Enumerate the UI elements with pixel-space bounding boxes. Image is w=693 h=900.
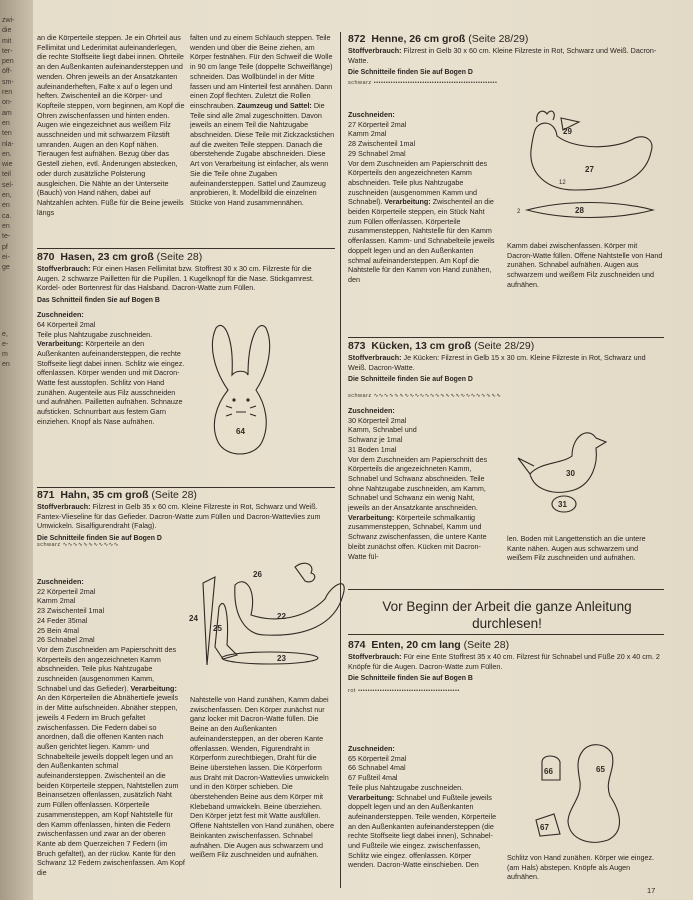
pattern-871: Die Schnitteile finden Sie auf Bogen D [37, 535, 162, 543]
title-874: 874 Enten, 20 cm lang (Seite 28) [348, 639, 510, 651]
svg-text:66: 66 [544, 767, 553, 776]
color-key-871: schwarz ∿∿∿∿∿∿∿∿∿∿∿ [37, 542, 119, 549]
spine-text-top: zwi- die mit ter- pen öff- sm- ren on- am en ten nla- en. wie teil sel- en, en ca. en te- pf ei- ge [2, 17, 15, 272]
svg-text:28: 28 [575, 206, 584, 215]
svg-text:27: 27 [585, 165, 594, 174]
material-872: Stoffverbrauch: Filzrest in Gelb 30 x 60 cm. Kleine Filzreste in Rot, Schwarz und Weiß. Dacron-Watte. [348, 46, 657, 65]
title-870: 870 Hasen, 23 cm groß (Seite 28) [37, 251, 203, 263]
column-middle-top [190, 33, 335, 263]
figure-chick [510, 418, 630, 518]
rooster-base [222, 652, 318, 664]
material-871: Stoffverbrauch: Filzrest in Gelb 35 x 60 cm. Kleine Filzreste in Rot, Schwarz und Weiß. Fantex-Vlieseline für das Gefieder. Dacron-Watte zum Füllen und Dacron-Wattevlies zum Umwickeln. Sisalfigurendraht (Falag). [37, 502, 321, 531]
section-870 [37, 251, 335, 486]
color-key-873: schwarz ∿∿∿∿∿∿∿∿∿∿∿∿∿∿∿∿∿∿∿∿∿∿∿∿∿ [348, 393, 502, 399]
instructions-871-cont: Nahtstelle von Hand zunähen, Kamm dabei zwischenfassen. Den Körper zunächst nur ganz locker mit Dacron-Watte füllen. Die Beine an den Außenkanten aufeinandersteppen, an der oberen Kante offenlassen. Wenden, Figurendraht in Körperform zurechtbiegen, Draht für die Beine überstehen lassen. Die Körperform aus Draht mit Dacron-Wattevlies umwickeln und in den Körper schieben. Die überstehenden Beine aus dem Körper mit Klebeband umwickeln. Beine überziehen. Den Körper jetzt fest mit Watte ausfüllen. Offene Nahtstellen von Hand zunähen, obere Beinkanten zwischenfassen. Schnabel aufnähen. Die Augen aus schwarzem und weißem Filz zuschneiden und aufnähen. [190, 695, 335, 860]
rabbit-label: 64 [236, 427, 245, 436]
figure-hen [505, 100, 665, 230]
continuation-text-2: falten und zu einem Schlauch steppen. Teile wenden und über die Beine ziehen, am Körper festnähen. Für den Schweif die Wolle in 90 cm lange Teile (doppelte Schweiflänge) schneiden. Das Wollbündel in der Mitte fassen und am Hinterteil fest annähen. Dann einen Zopf flechten. Zuletzt die Rollen einschrauben. [190, 33, 333, 110]
pattern-870: Das Schnitteil finden Sie auf Bogen B [37, 297, 160, 305]
divider-871 [37, 487, 335, 488]
hen-strip [527, 203, 653, 218]
instructions-874: Zuschneiden: 65 Körperteil 2mal 66 Schnabel 4mal 67 Fußteil 4mal Teile plus Nahtzugabe zuschneiden. Verarbeitung: Schnabel und Fußteile jeweils doppelt legen und an den Außenkanten aufeinandersteppen. Teile wenden, Körperteile an den Außenkanten aufeinandersteppen (die rechte Stoffseite liegt dabei innen), Schnabel- und Fußteile wie eingez. zwischenfassen, Schlitz wie eingez. offenlassen. Körper wenden. Dacron-Watte einschieben. Den [348, 744, 497, 870]
material-870: Stoffverbrauch: Für einen Hasen Fellimitat bzw. Stoffrest 30 x 30 cm. Filzreste für die Augen. 2 schwarze Pailletten für die Pupillen. 1 Kugelknopf für die Nase. Stickgarnrest. Kordel- oder Bortenrest für das Halsband. Dacron-Watte zum Füllen. [37, 264, 314, 293]
instructions-872: Zuschneiden: 27 Körperteil 2mal Kamm 2mal 28 Zwischenteil 1mal 29 Schnabel 2mal Vor dem Zuschneiden am Papierschnitt des Körperteils den angezeichneten Kamm abschneiden. Teile plus Nahtzugabe zuschneiden (ausgenommen Kamm und Schnabel). Verarbeitung: Zwischenteil an die beiden Körperteile steppen, ein Stück Naht zum Füllen offenlassen. Körperteile zusammensteppen, Nahtstelle für den Kamm offenlassen. Kamm- und Schnabelteile jeweils doppelt legen und an den Außenkanten schmal aufeinandersteppen. Am Kopf die Nahtstelle für den Kamm von Hand zunähen, den [348, 110, 495, 284]
rabbit-eye-right [246, 398, 249, 401]
instructions-873: Zuschneiden: 30 Körperteil 2mal Kamm, Schnabel und Schwanz je 1mal 31 Boden 1mal Vor dem Zuschneiden am Papierschnitt des Körperteils die angezeichneten Kamm, Schnabel und Schwanz abschneiden. Teile ohne Nahtzugabe zuschneiden, am Kamm, Schnabel und Schwanz ein wenig Naht, jeweils an der Ansatzkante anschneiden. Verarbeitung: Körperteile schmalkantig zusammensteppen, Schnabel, Kamm und Schwanz zwischenfassen, die untere Kante bleibt zunächst offen. Kücken mit Dacron-Watte fül- [348, 406, 488, 561]
divider-notice-top [348, 589, 664, 590]
color-key-872: schwarz ••••••••••••••••••••••••••••••••••••••••••••••••••• [348, 80, 498, 87]
continuation-text: an die Körperteile steppen. Je ein Ohrteil aus Fellimitat und Lederimitat aufeinanderlegen, die rechte Stoffseite liegt dabei innen. Ohrteile an den Außenkanten aufeinandersteppen und wenden. Ohren jeweils an der Ansatzkanten aufeinanderheften, Falte x auf o legen und heften. Zwischenteil an die Körper- und Kopfteile steppen, vorn beginnen, am Kopf die Ohren zwischenfassen und hinten enden. Augen wie eingezeichnet aus weißem Filz ausschneiden und mit schwarzem Filzstift umranden. Augen an den Kopf nähen. Tieraugen fest aufnähen. Bezug über das Gestell ziehen, evtl. Änderungen abstecken, oder durch zusätzliche Polsterung ausgleichen. Die Nähte an der Unterseite (Bauch) von Hand nähen, dabei auf Nahtzahlen achten. Füße für die Beine jeweils längs [37, 33, 185, 217]
divider-873 [348, 337, 664, 338]
rabbit-eye-left [232, 398, 235, 401]
instructions-871: Zuschneiden: 22 Körperteil 2mal Kamm 2mal 23 Zwischenteil 1mal 24 Feder 35mal 25 Bein 4mal 26 Schnabel 2mal Vor dem Zuschneiden am Papierschnitt des Körperteils den angezeichneten Kamm abschneiden. Teile plus Nahtzugabe zuschneiden (ausgenommen Kamm, Schnabel und das Gefieder). Verarbeitung: An den Körperteilen die Abnähertiefe jeweils in der Mitte aufschneiden. Abnäher steppen, jeweils 4 Federn im Bruch gefaltet zwischenfassen. Die Federn dabei so anordnen, daß die offenen Kanten nach außen gerichtet liegen. Kamm- und Schnabelteile jeweils doppelt legen und an den Außenkanten schmal aufeinandersteppen. Zwischenteil an die beiden Körperteile steppen, Nahtstellen zum Beinansetzen offenlassen, zusätzlich Naht zum Füllen offenlassen. Körperteile zusammensteppen, am Kopf Nahtstelle für den Kamm offenlassen, hinten die Federn zwischenfassen und zwar an der oberen Kante ab dem Querzeichen 7 Federn (im Bruch gefaltet), an der rückw. Kante für den Schwanz 12 Federn zwischenfassen. Am Kopf die [37, 577, 185, 878]
title-871: 871 Hahn, 35 cm groß (Seite 28) [37, 489, 197, 501]
svg-text:12: 12 [559, 180, 566, 186]
svg-text:30: 30 [566, 469, 575, 478]
saddle-text: Die Teile sind alle 2mal zugeschnitten. Davon jeweils an einem Teil die Nahtzugabe abschneiden. Diese Teile mit Zickzackstichen auf die zweiten Teile steppen. Danach die überstehende Zugabe abschneiden. Diese Art von Verarbeitung ist einfacher, als wenn Sie die Teile ohne Zugaben aufeinandersteppen. Sattel und Zaumzeug anprobieren, lt. Modellbild die einzelnen Stücke von Hand zusammennähen. [190, 100, 335, 207]
rabbit-whiskers [226, 406, 256, 416]
svg-text:24: 24 [189, 614, 198, 623]
figure-duck [530, 736, 650, 846]
saddle-label: Zaumzeug und Sattel: [237, 100, 312, 110]
svg-text:29: 29 [563, 127, 572, 136]
pattern-872: Die Schnitteile finden Sie auf Bogen D [348, 69, 473, 77]
figure-rooster [185, 555, 345, 685]
hen-comb [537, 111, 555, 122]
svg-text:31: 31 [558, 500, 567, 509]
svg-text:65: 65 [596, 765, 605, 774]
column-divider [340, 32, 341, 888]
svg-text:67: 67 [540, 823, 549, 832]
spine-text-bottom: e, e- m en [2, 331, 10, 368]
title-872: 872 Henne, 26 cm groß (Seite 28/29) [348, 33, 529, 45]
section-874 [348, 639, 663, 729]
instructions-873-cont: len. Boden mit Langettenstich an die untere Kante nähen. Augen aus schwarzem und weißem Filz zuschneiden und aufnähen. [507, 534, 646, 563]
svg-text:23: 23 [277, 654, 286, 663]
section-873 [348, 340, 663, 410]
svg-text:25: 25 [213, 624, 222, 633]
divider-870 [37, 248, 335, 249]
instructions-874-cont: Schlitz von Hand zunähen. Körper wie eingez. (am Hals) abstepen. Knöpfe als Augen aufnähen. [507, 853, 655, 882]
page-number: 17 [647, 886, 656, 895]
divider-notice-bottom [348, 634, 664, 635]
svg-text:2: 2 [517, 209, 521, 215]
chick-body [530, 433, 606, 492]
pattern-873: Die Schnitteile finden Sie auf Bogen D [348, 376, 473, 384]
rooster-body [235, 582, 344, 635]
comb-shape [295, 563, 315, 582]
material-873: Stoffverbrauch: Je Kücken: Filzrest in Gelb 15 x 30 cm. Kleine Filzreste in Rot, Schwarz und Weiß. Dacron-Watte. [348, 353, 646, 372]
instructions-872-cont: Kamm dabei zwischenfassen. Körper mit Dacron-Watte füllen. Offene Nahtstelle von Hand zunähen. Schnabel aufnähen. Augen aus schwarzem und weißem Filz zuschneiden und aufnähen. [507, 241, 663, 289]
feather-shape [203, 577, 215, 665]
notice-banner: Vor Beginn der Arbeit die ganze Anleitung durchlesen! [382, 599, 632, 631]
instructions-870: Zuschneiden: 64 Körperteil 2mal Teile plus Nahtzugabe zuschneiden. Verarbeitung: Körperteile an den Außenkanten aufeinandersteppen, die rechte Stoffseite liegt dabei innen. Schlitz wie eingez. offenlassen. Körper wenden und mit Dacron-Watte fest ausstopfen. Schlitz von Hand zunähen. Augenteile aus Filz ausschneiden und aufnähen. Pailletten aufnähen. Schnauze aufsticken. Schnurrbart aus festem Garn einziehen. Knopf als Nase aufnähen. [37, 310, 185, 426]
duck-body [568, 745, 620, 843]
pattern-874: Die Schnitteile finden Sie auf Bogen B [348, 675, 473, 683]
material-874: Stoffverbrauch: Für eine Ente Stoffrest 35 x 40 cm. Filzrest für Schnabel und Füße 20 x 40 cm. 2 Knöpfe für die Augen. Dacron-Watte zum Füllen. [348, 652, 660, 671]
title-873: 873 Kücken, 13 cm groß (Seite 28/29) [348, 340, 535, 352]
hen-body [531, 123, 652, 190]
figure-rabbit [196, 320, 286, 470]
column-left-top [37, 33, 187, 263]
svg-text:26: 26 [253, 570, 262, 579]
svg-text:22: 22 [277, 612, 286, 621]
color-key-874: rot •••••••••••••••••••••••••••••••••••••••••• [348, 688, 460, 695]
